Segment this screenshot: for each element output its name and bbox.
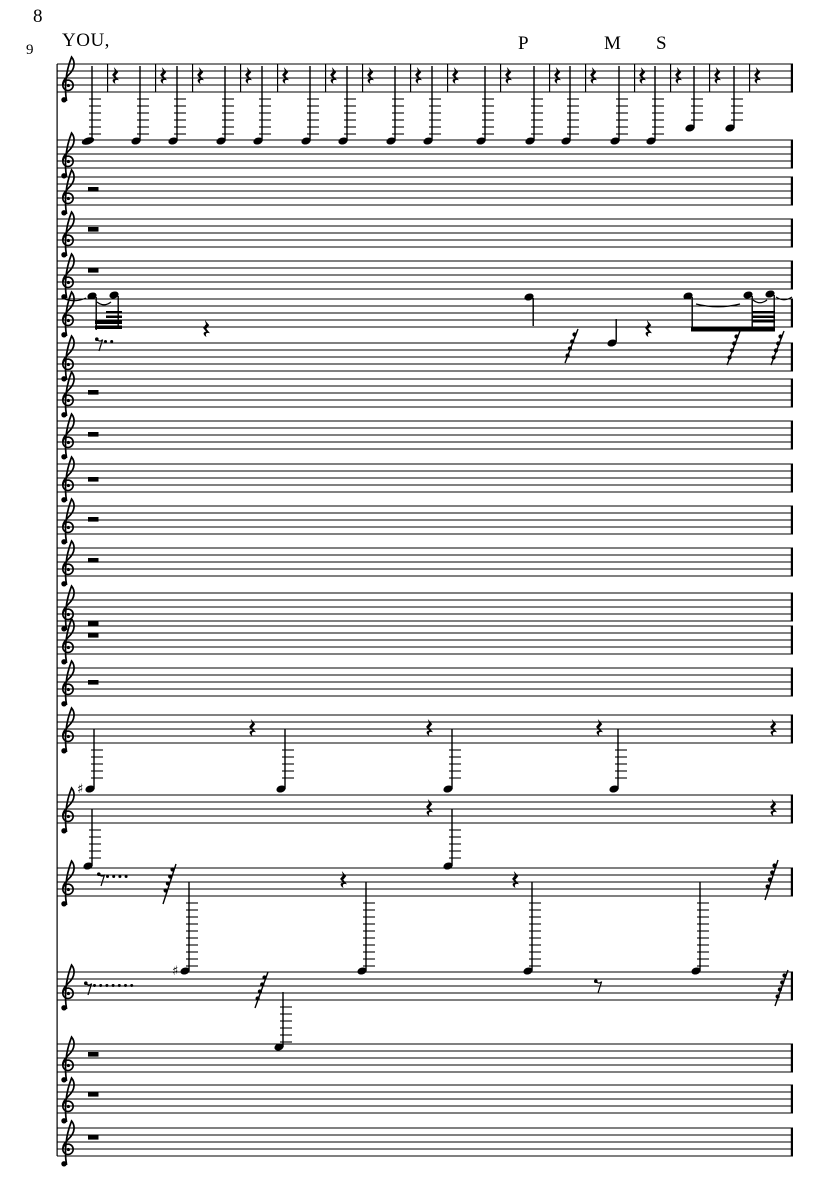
rest-dot xyxy=(110,340,113,343)
cluster-dot xyxy=(730,348,734,352)
barline xyxy=(634,64,635,92)
staff-20 xyxy=(57,1037,793,1083)
note-event xyxy=(442,729,461,794)
barline xyxy=(192,64,193,92)
barline xyxy=(277,64,278,92)
rest-dot xyxy=(112,984,115,987)
system-barline xyxy=(57,64,58,1156)
cluster-dot xyxy=(770,870,774,874)
note-event xyxy=(442,809,461,871)
barline xyxy=(500,64,501,92)
note-event xyxy=(524,64,561,146)
note-event xyxy=(742,290,753,331)
final-barline xyxy=(791,1085,793,1113)
rest-dot xyxy=(105,984,108,987)
note-event xyxy=(300,64,337,146)
final-barline xyxy=(791,177,793,205)
cluster-dot xyxy=(732,341,736,345)
quarter-rest-icon xyxy=(505,67,512,84)
quarter-rest-icon xyxy=(554,67,561,84)
final-barline xyxy=(791,1044,793,1072)
note-event xyxy=(167,64,204,146)
barline xyxy=(447,64,448,92)
note-event xyxy=(475,64,512,146)
quarter-rest-icon xyxy=(160,67,167,84)
rest-dot xyxy=(124,984,127,987)
cluster-dot xyxy=(776,341,780,345)
final-barline xyxy=(791,795,793,823)
quarter-rest-icon xyxy=(714,67,721,84)
quarter-rest-icon xyxy=(197,67,204,84)
note-event xyxy=(422,64,459,146)
whole-rest xyxy=(88,517,99,522)
cluster-dot xyxy=(782,973,786,977)
note-event xyxy=(560,64,597,146)
cluster-dot xyxy=(256,996,260,1000)
note-event xyxy=(81,64,119,146)
notehead xyxy=(81,136,95,146)
note-event xyxy=(523,292,534,326)
staff-17 xyxy=(57,788,793,871)
rest-dot xyxy=(125,875,128,878)
barline xyxy=(107,64,108,92)
staff-6 xyxy=(57,289,793,337)
cluster-dot xyxy=(772,355,776,359)
whole-rest xyxy=(88,558,99,563)
final-barline xyxy=(791,343,793,371)
grace-cluster-icon xyxy=(565,329,578,363)
eighth-rest-icon xyxy=(95,337,113,351)
beam xyxy=(106,316,122,319)
rest-dot xyxy=(104,340,107,343)
final-barline xyxy=(791,379,793,407)
whole-rest xyxy=(88,432,99,437)
rest-dot xyxy=(112,875,115,878)
note-event xyxy=(172,882,198,979)
quarter-rest-icon xyxy=(245,67,252,84)
note-event xyxy=(606,319,617,348)
cluster-dot xyxy=(768,877,772,881)
note-event xyxy=(77,729,103,797)
final-barline xyxy=(791,219,793,247)
quarter-rest-icon xyxy=(203,320,210,337)
whole-rest xyxy=(88,621,99,626)
cluster-dot xyxy=(262,975,266,979)
cluster-dot xyxy=(164,888,168,892)
final-barline xyxy=(791,715,793,743)
staff-10 xyxy=(57,457,793,502)
staff-8 xyxy=(57,372,793,417)
staff-1 xyxy=(57,57,793,146)
cluster-dot xyxy=(168,874,172,878)
grace-cluster-icon xyxy=(727,331,740,365)
note-event xyxy=(252,64,289,146)
cluster-dot xyxy=(766,884,770,888)
cluster-dot xyxy=(774,348,778,352)
final-barline xyxy=(791,972,793,1000)
barline xyxy=(325,64,326,92)
whole-rest xyxy=(88,1135,99,1140)
staff-22 xyxy=(57,1121,793,1167)
quarter-rest-icon xyxy=(639,67,646,84)
final-barline xyxy=(791,506,793,534)
final-barline xyxy=(791,140,793,168)
quarter-rest-icon xyxy=(754,67,761,84)
whole-rest xyxy=(88,227,99,232)
rest-dot xyxy=(93,984,96,987)
whole-rest xyxy=(88,390,99,395)
beam xyxy=(752,311,775,314)
staff-13 xyxy=(57,586,793,632)
grace-cluster-icon xyxy=(775,970,788,1006)
staff-18 xyxy=(57,860,793,979)
cluster-dot xyxy=(570,339,574,343)
grace-cluster-icon xyxy=(771,331,784,365)
note-event xyxy=(275,729,294,794)
beam xyxy=(106,311,122,314)
beam xyxy=(95,326,122,330)
cluster-dot xyxy=(778,987,782,991)
barline xyxy=(670,64,671,92)
quarter-rest-icon xyxy=(340,871,347,888)
cluster-dot xyxy=(572,332,576,336)
page-number: 8 xyxy=(33,6,43,27)
note-event xyxy=(273,992,292,1052)
final-barline xyxy=(791,626,793,654)
whole-rest xyxy=(88,268,99,273)
rest-dot xyxy=(118,984,121,987)
staff-21 xyxy=(57,1078,793,1124)
cluster-dot xyxy=(170,867,174,871)
barline xyxy=(362,64,363,92)
barline xyxy=(155,64,156,92)
staff-19 xyxy=(57,965,793,1052)
system-number: 9 xyxy=(26,42,34,58)
whole-rest xyxy=(88,1092,99,1097)
quarter-rest-icon xyxy=(330,67,337,84)
barline xyxy=(709,64,710,92)
note-event xyxy=(724,64,761,133)
note-event xyxy=(764,289,775,331)
sharp-accidental: ♯ xyxy=(77,782,84,797)
staff-14 xyxy=(57,619,793,665)
cluster-dot xyxy=(568,346,572,350)
final-barline xyxy=(791,1128,793,1156)
lyric-letter-s: S xyxy=(656,33,667,54)
lyric-letter-p: P xyxy=(518,33,529,54)
rest-dot xyxy=(106,875,109,878)
barline xyxy=(410,64,411,92)
sharp-accidental: ♯ xyxy=(172,964,179,979)
staff-4 xyxy=(57,212,793,258)
grace-cluster-icon xyxy=(765,860,778,900)
cluster-dot xyxy=(258,989,262,993)
final-barline xyxy=(791,668,793,696)
staff-5 xyxy=(57,254,793,299)
barline xyxy=(240,64,241,92)
cluster-dot xyxy=(778,334,782,338)
lyric-you: YOU, xyxy=(62,30,110,51)
beam xyxy=(752,316,775,319)
final-barline xyxy=(791,64,793,92)
final-barline xyxy=(791,593,793,621)
barline xyxy=(749,64,750,92)
final-barline xyxy=(791,868,793,896)
staff-15 xyxy=(57,661,793,707)
cluster-dot xyxy=(772,863,776,867)
barline xyxy=(585,64,586,92)
staff-11 xyxy=(57,499,793,545)
note-event xyxy=(608,729,627,794)
quarter-rest-icon xyxy=(512,871,519,888)
quarter-rest-icon xyxy=(675,67,682,84)
beam xyxy=(691,327,775,332)
tie xyxy=(97,302,111,305)
whole-rest xyxy=(88,680,99,685)
note-event xyxy=(215,64,252,146)
whole-rest xyxy=(88,1052,99,1057)
quarter-rest-icon xyxy=(367,67,374,84)
staff-3 xyxy=(57,170,793,216)
quarter-rest-icon xyxy=(645,320,652,337)
beam xyxy=(95,321,122,325)
quarter-rest-icon xyxy=(282,67,289,84)
rest-dot xyxy=(130,984,133,987)
note-event xyxy=(86,291,97,330)
note-event xyxy=(337,64,374,146)
note-event xyxy=(684,64,721,133)
barline xyxy=(549,64,550,92)
quarter-rest-icon xyxy=(112,67,119,84)
beam xyxy=(752,320,775,323)
final-barline xyxy=(791,299,793,327)
rest-dot xyxy=(99,984,102,987)
final-barline xyxy=(791,464,793,492)
note-event xyxy=(682,291,693,331)
final-barline xyxy=(791,421,793,449)
rest-dot xyxy=(118,875,121,878)
cluster-dot xyxy=(166,881,170,885)
quarter-rest-icon xyxy=(590,67,597,84)
cluster-dot xyxy=(260,982,264,986)
cluster-dot xyxy=(776,994,780,998)
note-event xyxy=(82,809,101,871)
whole-rest xyxy=(88,633,99,638)
staff-16 xyxy=(57,708,793,797)
quarter-rest-icon xyxy=(415,67,422,84)
staff-7 xyxy=(57,319,793,381)
note-event xyxy=(385,64,422,146)
cluster-dot xyxy=(734,334,738,338)
cluster-dot xyxy=(566,353,570,357)
tie xyxy=(753,300,767,303)
grace-cluster-icon xyxy=(255,972,268,1008)
quarter-rest-icon xyxy=(452,67,459,84)
note-event xyxy=(130,64,167,146)
final-barline xyxy=(791,261,793,289)
staff-2 xyxy=(57,133,793,179)
staff-12 xyxy=(57,541,793,587)
staff-9 xyxy=(57,414,793,459)
whole-rest xyxy=(88,477,99,482)
lyric-letter-m: M xyxy=(604,33,621,54)
whole-rest xyxy=(88,187,99,192)
cluster-dot xyxy=(728,355,732,359)
final-barline xyxy=(791,548,793,576)
note-event xyxy=(609,64,646,146)
eighth-rest-icon xyxy=(97,872,128,886)
cluster-dot xyxy=(780,980,784,984)
grace-cluster-icon xyxy=(163,864,176,904)
note-event xyxy=(645,64,682,146)
